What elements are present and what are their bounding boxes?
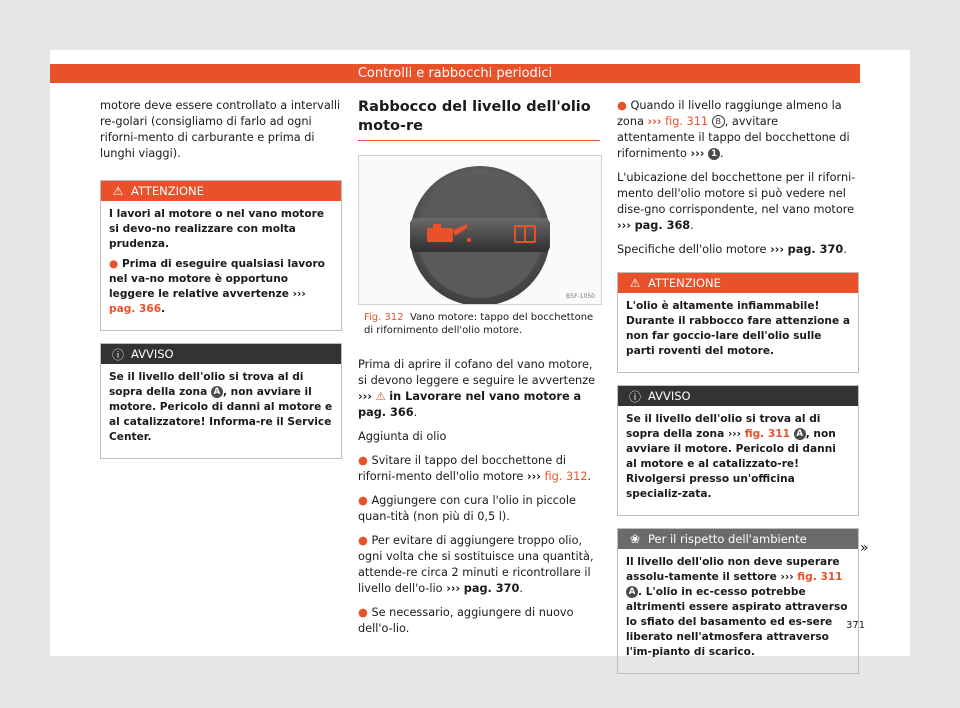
continue-mark: » xyxy=(860,540,869,556)
warning-text: I lavori al motore o nel vano motore si devo-no realizzare con molta prudenza. xyxy=(109,208,325,250)
marker-1: 1 xyxy=(708,148,720,160)
column-2 xyxy=(358,98,600,645)
warning-ref-link[interactable]: pag. 366 xyxy=(109,303,162,315)
warning-box: ⚠ ATTENZIONE I lavori al motore o nel vano motore si devo-no realizzare con molta prudenza. ● Prima di eseguire qualsiasi lavoro nel va-no motore è opportuno leggere le relative avvertenze ››› pag. 366. xyxy=(100,180,342,331)
bullet-quando: ● Quando il livello raggiunge almeno la zona ››› fig. 311 B , avvitare attentamente il tappo del bocchettone di rifornimento ››› 1 . xyxy=(617,99,850,160)
warning-box-2: ⚠ ATTENZIONE L'olio è altamente infiammabile! Durante il rabbocco fare attenzione a non far goccio-lare dell'olio sulle parti roventi del motore. xyxy=(617,272,859,373)
column-3 xyxy=(617,98,859,686)
warning-title: ATTENZIONE xyxy=(131,184,204,198)
marker-a: A xyxy=(211,386,223,398)
ubicazione-paragraph: L'ubicazione del bocchettone per il riforni-mento dell'olio motore si può vedere nel dise-gno corrispondente, nel vano motore ››› pag. 368. xyxy=(617,171,856,232)
subheading: Aggiunta di olio xyxy=(358,430,447,443)
warning-triangle-icon: ⚠ xyxy=(375,390,386,403)
bullet-3: ● Per evitare di aggiungere troppo olio, ogni volta che si sostituisce una quantità, attende-re circa 2 minuti e ricontrollare il livello dell'o-lio ››› pag. 370. xyxy=(358,534,594,595)
intro-text: Prima di aprire il cofano del vano motore, si devono leggere e seguire le avvertenze ››› ⚠ in Lavorare nel vano motore a pag. 366. xyxy=(358,358,596,419)
page-number: 371 xyxy=(846,620,866,631)
info-circle-icon: ⓘ xyxy=(628,389,641,404)
fig-312-link[interactable]: fig. 312 xyxy=(544,470,588,483)
note-box: ⓘ AVVISO Se il livello dell'olio si trova al di sopra della zona A , non avviare il motore. Pericolo di danni al motore e al catalizzatore! Informa-re il Service Center. xyxy=(100,343,342,459)
figure-caption: Fig. 312 Vano motore: tappo del bocchettone di rifornimento dell'olio motore. xyxy=(364,312,594,336)
fig-311-link[interactable]: fig. 311 xyxy=(665,115,709,128)
figure-tag: B5F-1050 xyxy=(566,293,595,300)
figure-oil-cap xyxy=(358,155,602,305)
section-heading: Rabbocco del livello dell'olio moto-re xyxy=(358,99,591,134)
fig-311-link-3[interactable]: fig. 311 xyxy=(797,571,843,583)
pag-370-link-2[interactable]: pag. 370 xyxy=(787,243,844,256)
column-1 xyxy=(100,98,342,471)
environment-box: ❀ Per il rispetto dell'ambiente Il livello dell'olio non deve superare assolu-tamente il settore ››› fig. 311 A . L'olio in ec-cesso potrebbe altrimenti essere aspirato attraverso lo sfiato del basamento ed es-sere liberato nell'atmosfera attraverso l'im-pianto di scarico. xyxy=(617,528,859,674)
bullet-4: ● Se necessario, aggiungere di nuovo dell'o-lio. xyxy=(358,606,574,635)
page-header: Controlli e rabbocchi periodici xyxy=(50,64,860,83)
ref-link[interactable]: in Lavorare nel vano motore a pag. 366 xyxy=(358,390,582,419)
marker-b: B xyxy=(712,115,725,128)
leaf-icon: ❀ xyxy=(629,532,641,546)
bullet-2: ● Aggiungere con cura l'olio in piccole quan-tità (non più di 0,5 l). xyxy=(358,494,576,523)
warning-bullet: Prima di eseguire qualsiasi lavoro nel va-no motore è opportuno leggere le relative avvertenze xyxy=(109,258,325,300)
pag-368-link[interactable]: pag. 368 xyxy=(634,219,691,232)
warning-triangle-icon: ⚠ xyxy=(629,276,641,290)
pag-370-link[interactable]: pag. 370 xyxy=(463,582,520,595)
bullet-1: ● Svitare il tappo del bocchettone di riforni-mento dell'olio motore ››› fig. 312. xyxy=(358,454,592,483)
oil-cap-illustration xyxy=(359,156,601,304)
note-box-2: ⓘ AVVISO Se il livello dell'olio si trova al di sopra della zona ››› fig. 311 A , non avviare il motore. Pericolo di danni al motore e al catalizzato-re! Rivolgersi presso un'officina specializ-zata. xyxy=(617,385,859,516)
note-title: AVVISO xyxy=(131,347,174,361)
specifiche-paragraph: Specifiche dell'olio motore ››› pag. 370. xyxy=(617,243,847,256)
info-circle-icon: ⓘ xyxy=(111,347,124,362)
warning-triangle-icon: ⚠ xyxy=(112,184,124,198)
fig-311-link-2[interactable]: fig. 311 xyxy=(744,428,791,440)
intro-paragraph: motore deve essere controllato a intervalli re-golari (consigliamo di farlo ad ogni riforni-mento di carburante e prima di lunghi viaggi). xyxy=(100,99,341,160)
